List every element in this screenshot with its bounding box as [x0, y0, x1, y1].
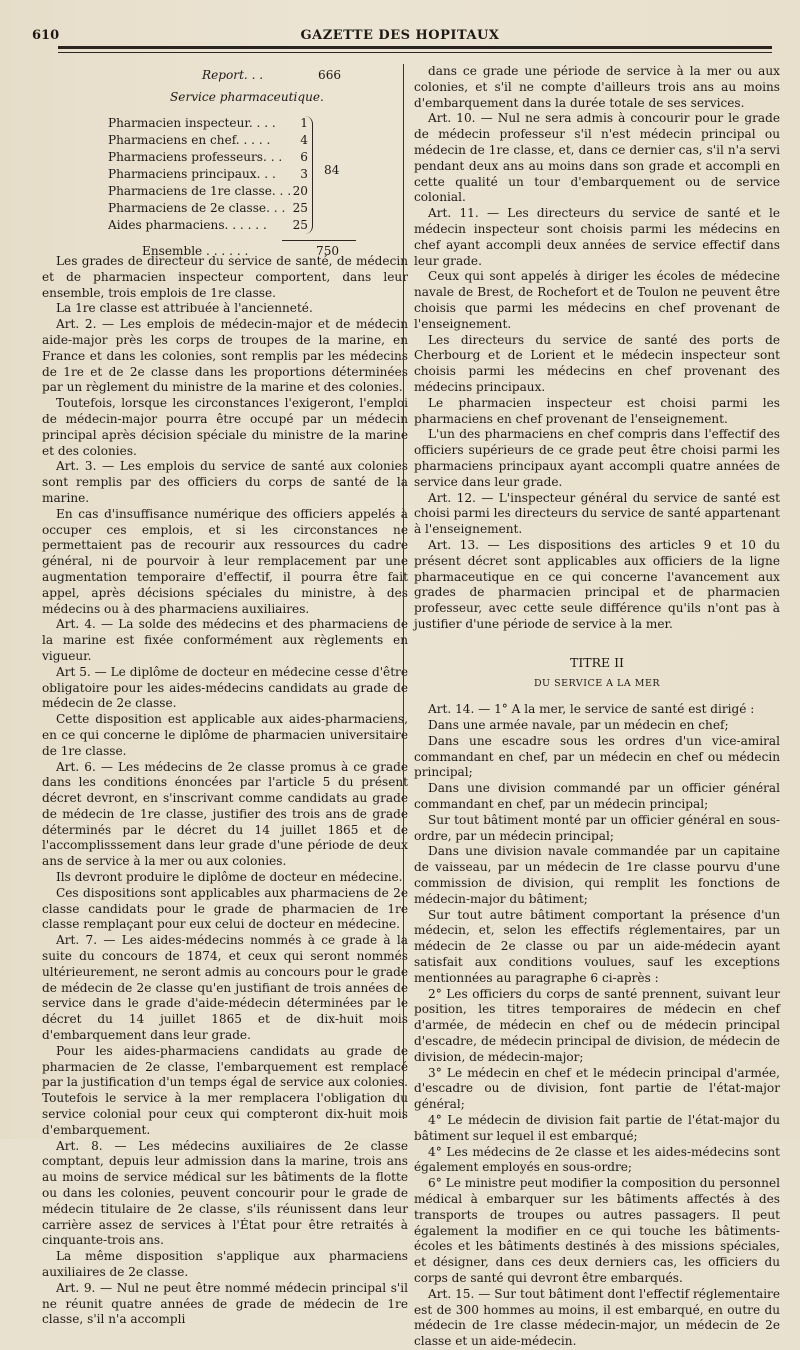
right-text-bottom — [414, 702, 780, 1350]
page-number: 610 — [32, 28, 60, 43]
paragraph: Sur tout bâtiment monté par un officier général en sous-ordre, par un médecin principal; — [414, 812, 780, 843]
section-title: TITRE II — [570, 654, 624, 670]
header-rule-thin — [58, 52, 772, 53]
paragraph: La même disposition s'applique aux pharmaciens auxiliaires de 2e classe. — [42, 1249, 408, 1279]
paragraph: Art. 15. — Sur tout bâtiment dont l'effectif réglementaire est de 300 hommes au moins, il est embarqué, en outre du médecin de 1re classe médecin-major, un médecin de 2e classe et un aide-médecin. — [414, 1286, 780, 1349]
paragraph: Dans une escadre sous les ordres d'un vice-amiral commandant en chef, par un médecin en chef ou médecin principal; — [414, 733, 780, 780]
right-text-top — [414, 64, 780, 633]
ensemble-value: 750 — [316, 244, 340, 258]
ensemble-label: Ensemble . . . . . . — [142, 244, 249, 258]
page-header — [30, 28, 770, 48]
row-value: 3 — [300, 167, 308, 181]
paragraph: Sur tout autre bâtiment comportant la présence d'un médecin, et, selon les effectifs réglementaires, par un médecin de 2e classe ou par un aide-médecin ayant satisfait aux conditions voulues, sauf les exceptions mentionnées au paragraphe 6 ci-après : — [414, 907, 780, 985]
paragraph: Dans une armée navale, par un médecin en chef; — [428, 718, 729, 733]
column-divider — [403, 64, 404, 1119]
section-subtitle: DU SERVICE A LA MER — [533, 678, 661, 690]
row-value: 25 — [292, 201, 308, 215]
row-value: 4 — [300, 133, 308, 147]
row-label: Pharmaciens de 2e classe. . . — [108, 201, 286, 215]
right-column — [414, 64, 780, 1350]
paragraph: Toutefois, lorsque les circonstances l'exigeront, l'emploi de médecin-major pourra être occupé par un médecin principal après décision spéciale du ministre de la marine et des colonies. — [42, 396, 408, 458]
service-title: Service pharmaceutique. — [170, 90, 324, 104]
paragraph: Le pharmacien inspecteur est choisi parmi les pharmaciens en chef provenant de l'enseignement. — [414, 395, 780, 426]
paragraph: 3° Le médecin en chef et le médecin principal d'armée, d'escadre ou de division, font partie de l'état-major général; — [414, 1065, 780, 1112]
paragraph: 4° Le médecin de division fait partie de l'état-major du bâtiment sur lequel il est embarqué; — [414, 1113, 780, 1143]
paragraph: Art. 14. — 1° A la mer, le service de santé est dirigé : — [428, 702, 755, 717]
row-label: Pharmaciens de 1re classe. . . — [108, 184, 292, 198]
paragraph: 4° Les médecins de 2e classe et les aides-médecins sont également employés en sous-ordre; — [414, 1144, 780, 1175]
paragraph: Art. 7. — Les aides-médecins nommés à ce grade à la suite du concours de 1874, et ceux qui seront nommés ultérieurement, ne seront admis au concours pour le grade de médecin de 2e classe qu'en justifiant de trois années de service dans le grade d'aide-médecin déterminées par le décret du 14 juillet 1865 et de dix-huit mois d'embarquement dans leur grade. — [42, 933, 408, 1043]
report-value: 666 — [318, 68, 342, 82]
paragraph: Ceux qui sont appelés à diriger les écoles de médecine navale de Brest, de Rochefort et de Toulon ne peuvent être choisis que parmi les médecins en chef provenant de l'enseignement. — [414, 269, 780, 331]
row-value: 20 — [292, 184, 308, 198]
paragraph: Art. 13. — Les dispositions des articles 9 et 10 du présent décret sont applicables aux officiers de la ligne pharmaceutique en ce qui concerne l'avancement aux grades de pharmacien principal et de pharmacien professeur, avec cette seule différence qu'ils n'ont pas à justifier d'une période de service à la mer. — [414, 537, 780, 631]
paragraph: Art. 6. — Les médecins de 2e classe promus à ce grade dans les conditions énoncées par l'article 5 du présent décret devront, en s'inscrivant comme candidats au grade de médecin de 1re classe, justifier des trois ans de grade déterminés par le décret du 14 juillet 1865 et de l'accomplisssement dans leur grade d'une période de deux ans de service à la mer ou aux colonies. — [42, 759, 408, 869]
paragraph: Art. 12. — L'inspecteur général du service de santé est choisi parmi les directeurs du service de santé appartenant à l'enseignement. — [414, 490, 780, 537]
row-label: Pharmaciens principaux. . . — [108, 167, 276, 181]
paragraph: En cas d'insuffisance numérique des officiers appelés à occuper ces emplois, et si les circonstances ne permettaient pas de recourir aux ressources du cadre général, ni de pourvoir à leur remplacement par une augmentation temporaire d'effectif, il pourra être fait appel, après décisions spéciales du ministre, à des médecins ou à des pharmaciens auxiliaires. — [42, 506, 408, 616]
paragraph: Art. 9. — Nul ne peut être nommé médecin principal s'il ne réunit quatre années de grade de médecin de 1re classe, s'il n'a accompli — [42, 1280, 408, 1327]
paragraph: dans ce grade une période de service à la mer ou aux colonies, et s'il ne compte d'ailleurs trois ans au moins d'embarquement dans la durée totale de ses services. — [414, 64, 780, 110]
paragraph: Art. 4. — La solde des médecins et des pharmaciens de la marine est fixée conformément aux règlements en vigueur. — [42, 617, 408, 663]
sum-line — [282, 240, 356, 241]
subtotal: 84 — [324, 163, 340, 177]
row-label: Pharmacien inspecteur. . . . — [108, 116, 276, 130]
paragraph: Art. 10. — Nul ne sera admis à concourir pour le grade de médecin professeur s'il n'est médecin principal ou médecin de 1re classe, et, dans ce dernier cas, s'il n'a servi pendant deux ans au moins dans son grade et accompli en cette qualité un tour d'embarquement ou de service colonial. — [414, 111, 780, 205]
paragraph: Dans une division commandé par un officier général commandant en chef, par un médecin principal; — [414, 781, 780, 812]
paragraph: Art. 2. — Les emplois de médecin-major et de médecin aide-major près les corps de troupes de la marine, en France et dans les colonies, sont remplis par les médecins de 1re et de 2e classe dans les proportions déterminées par un règlement du ministre de la marine et des colonies. — [42, 317, 408, 395]
paragraph: Pour les aides-pharmaciens candidats au grade de pharmacien de 2e classe, l'embarquement est remplacé par la justification d'un temps égal de service aux colonies. Toutefois le service à la mer remplacera l'obligation du service colonial pour ceux qui compteront dix-huit mois d'embarquement. — [42, 1043, 408, 1137]
paragraph: Les directeurs du service de santé des ports de Cherbourg et de Lorient et le médecin inspecteur sont choisis parmi les médecins en chef provenant des médecins principaux. — [414, 332, 780, 394]
row-label: Pharmaciens en chef. . . . . — [108, 133, 271, 147]
journal-title: GAZETTE DES HOPITAUX — [300, 28, 500, 43]
left-text — [42, 254, 408, 1328]
header-rule-thick — [58, 46, 772, 49]
paragraph: La 1re classe est attribuée à l'ancienneté. — [56, 301, 313, 316]
paragraph: Les grades de directeur du service de santé, de médecin et de pharmacien inspecteur comportent, dans leur ensemble, trois emplois de 1re classe. — [42, 254, 408, 300]
paragraph: Art. 11. — Les directeurs du service de santé et le médecin inspecteur sont choisis parmi les médecins en chef ayant accompli deux années de service effectif dans leur grade. — [414, 206, 780, 268]
row-value: 6 — [300, 150, 308, 164]
paragraph: Ces dispositions sont applicables aux pharmaciens de 2e classe candidats pour le grade de pharmacien de 1re classe remplaçant pour eux celui de docteur en médecine. — [42, 885, 408, 932]
brace — [304, 116, 313, 234]
paragraph: L'un des pharmaciens en chef compris dans l'effectif des officiers supérieurs de ce grade peut être choisi parmi les pharmaciens principaux ayant accompli quatre années de service dans leur grade. — [414, 427, 780, 489]
row-value: 25 — [292, 218, 308, 232]
paragraph: Art. 8. — Les médecins auxiliaires de 2e classe comptant, depuis leur admission dans la marine, trois ans au moins de service médical sur les bâtiments de la flotte ou dans les colonies, peuvent concourir pour le grade de médecin titulaire de 2e classe, s'ils réunissent dans leur carrière assez de services à l'État pour être retraités à cinquante-trois ans. — [42, 1138, 408, 1248]
paragraph: Art 5. — Le diplôme de docteur en médecine cesse d'être obligatoire pour les aides-médecins candidats au grade de médecin de 2e classe. — [42, 664, 408, 711]
paragraph: Cette disposition est applicable aux aides-pharmaciens, en ce qui concerne le diplôme de pharmacien universitaire de 1re classe. — [42, 712, 408, 758]
row-label: Pharmaciens professeurs. . . — [108, 150, 283, 164]
row-label: Aides pharmaciens. . . . . . — [108, 218, 267, 232]
paragraph: 6° Le ministre peut modifier la composition du personnel médical à embarquer sur les bâtiments affectés à des transports de troupes ou autres passagers. Il peut également la modifier en ce qui touche les bâtiments-écoles et les bâtiments destinés à des missions spéciales, et désigner, dans ces deux derniers cas, les officiers du corps de santé qui devront être embarqués. — [414, 1176, 780, 1285]
paragraph: Ils devront produire le diplôme de docteur en médecine. — [56, 870, 403, 885]
row-value: 1 — [300, 116, 308, 130]
pharmacy-staff-table — [42, 64, 408, 258]
report-label: Report. . . — [202, 68, 264, 82]
paragraph: Dans une division navale commandée par un capitaine de vaisseau, par un médecin de 1re classe pourvu d'une commission de division, qui remplit les fonctions de médecin-major du bâtiment; — [414, 844, 780, 906]
paragraph: 2° Les officiers du corps de santé prennent, suivant leur position, les titres temporaires de médecin en chef d'armée, de médecin en chef ou de médecin principal d'escadre, de médecin principal de division, de médecin de division, de médecin-major; — [414, 986, 780, 1064]
paragraph: Art. 3. — Les emplois du service de santé aux colonies sont remplis par des officiers du corps de santé de la marine. — [42, 459, 408, 505]
